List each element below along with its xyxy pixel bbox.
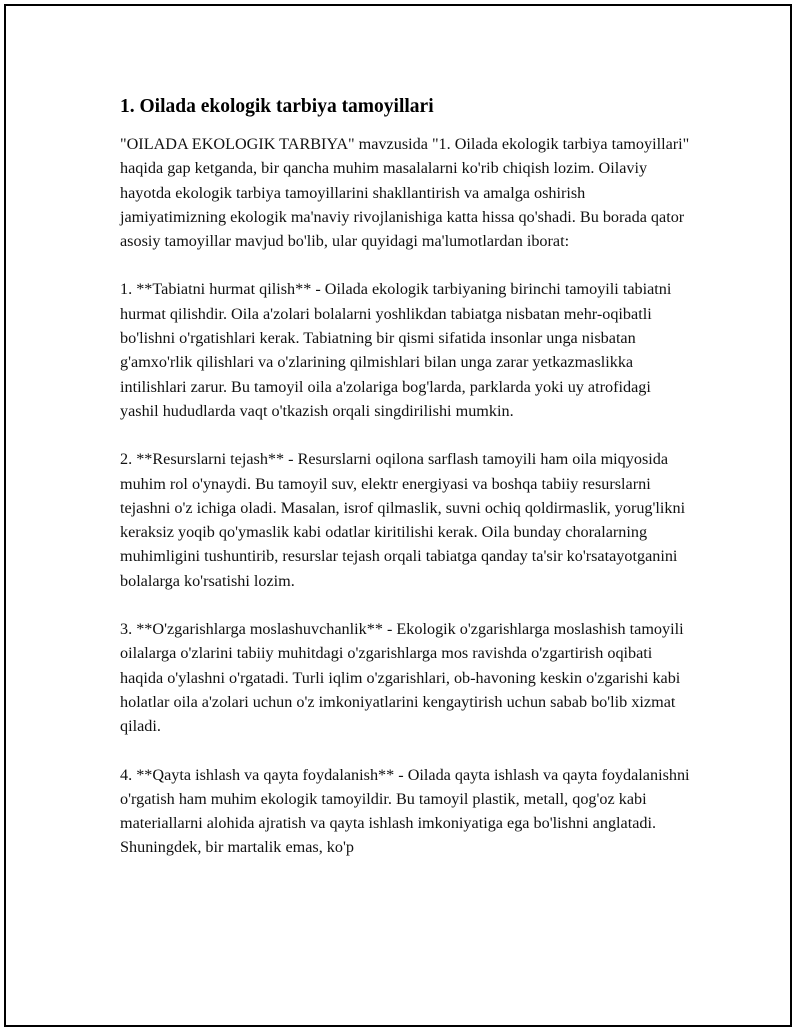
principle-paragraph-3: 3. **O'zgarishlarga moslashuvchanlik** - Ekologik o'zgarishlarga moslashish tamoyili oilalarga o'zlarini tabiiy muhitdagi o'zgarishlarga mos ravishda o'zgartirish oqibati haqida o'ylashni o'rgatadi. Turli iqlim o'zgarishlari, ob-havoning keskin o'zgarishi kabi holatlar oila a'zolari uchun o'z imkoniyatlarini kengaytirish uchun sabab bo'lib xizmat qiladi. (120, 620, 684, 736)
principle-paragraph-1: 1. **Tabiatni hurmat qilish** - Oilada ekologik tarbiyaning birinchi tamoyili tabiatni hurmat qilishdir. Oila a'zolari bolalarni yoshlikdan tabiatga nisbatan mehr-oqibatli bo'lishni o'rgatishlari kerak. Tabiatning bir qismi sifatida insonlar unga nisbatan g'amxo'rlik qilishlari va o'zlarining qilmishlari bilan unga zarar yetkazmaslikka intilishlari zarur. Bu tamoyil oila a'zolariga bog'larda, parklarda yoki uy atrofidagi yashil hududlarda vaqt o'tkazish orqali singdirilishi mumkin. (120, 280, 672, 420)
document-title: 1. Oilada ekologik tarbiya tamoyillari (120, 96, 434, 117)
principle-paragraph-4: 4. **Qayta ishlash va qayta foydalanish** - Oilada qayta ishlash va qayta foydalanishni o'rgatish ham muhim ekologik tamoyildir. Bu tamoyil plastik, metall, qog'oz kabi materiallarni alohida ajratish va qayta ishlash imkoniyatiga ega bo'lishni anglatadi. Shuningdek, bir martalik emas, ko'p (120, 765, 690, 857)
page-border (4, 4, 792, 1027)
document-body (120, 94, 690, 884)
intro-paragraph: "OILADA EKOLOGIK TARBIYA" mavzusida "1. Oilada ekologik tarbiya tamoyillari" haqida gap ketganda, bir qancha muhim masalalarni ko'rib chiqish lozim. Oilaviy hayotda ekologik tarbiya tamoyillarini shakllantirish va amalga oshirish jamiyatimizning ekologik ma'naviy rivojlanishiga katta hissa qo'shadi. Bu borada qator asosiy tamoyillar mavjud bo'lib, ular quyidagi ma'lumotlardan iborat: (120, 135, 690, 251)
principle-paragraph-2: 2. **Resurslarni tejash** - Resurslarni oqilona sarflash tamoyili ham oila miqyosida muhim rol o'ynaydi. Bu tamoyil suv, elektr energiyasi va boshqa tabiiy resurslarni tejashni o'z ichiga oladi. Masalan, isrof qilmaslik, suvni ochiq qoldirmaslik, yorug'likni keraksiz yoqib qo'ymaslik kabi odatlar kiritilishi kerak. Oila bunday choralarning muhimligini tushuntirib, resurslar tejash orqali tabiatga qanday ta'sir ko'rsatayotganini bolalarga ko'rsatishi lozim. (120, 450, 686, 590)
